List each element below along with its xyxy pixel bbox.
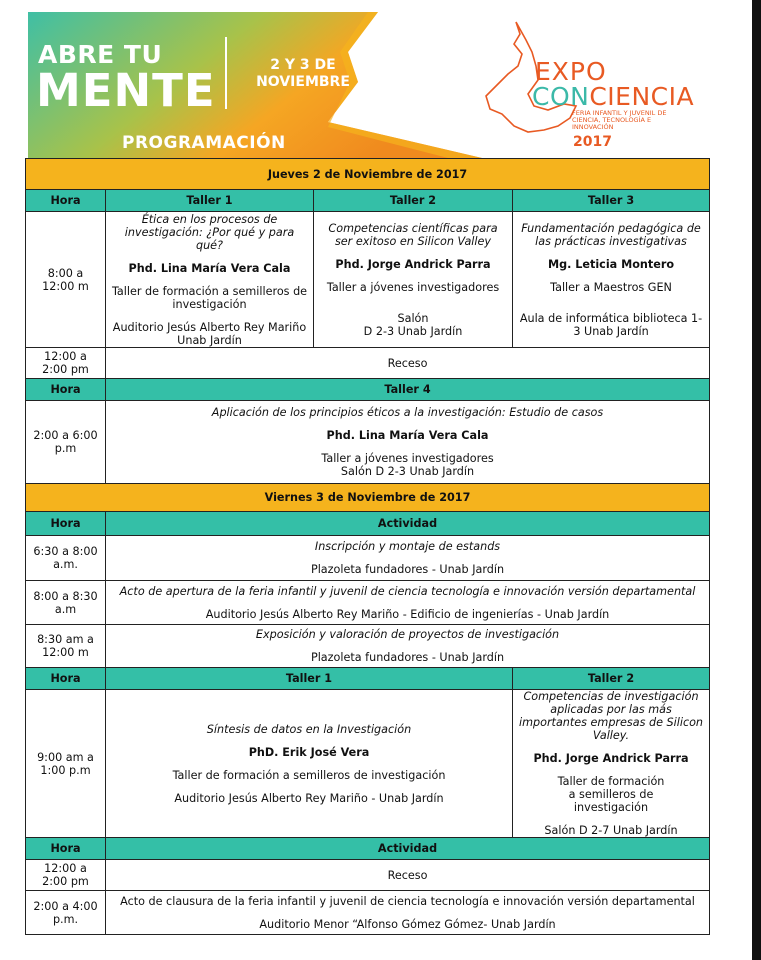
taller-speaker: Phd. Jorge Andrick Parra xyxy=(335,257,491,271)
day1-title: Jueves 2 de Noviembre de 2017 xyxy=(26,159,710,190)
taller-place-detail: D 2-3 Unab Jardín xyxy=(363,324,463,338)
logo-conciencia xyxy=(532,82,694,111)
banner-programacion: PROGRAMACIÓN xyxy=(122,133,286,153)
taller-place: Salón D 2-3 Unab Jardín xyxy=(340,465,475,478)
activity-title: Inscripción y montaje de estands xyxy=(314,540,501,553)
logo-con: CON xyxy=(532,82,590,111)
activity-row xyxy=(26,536,710,581)
activity-title: Acto de apertura de la feria infantil y juvenil de ciencia tecnología e innovación versión departamental xyxy=(119,584,696,598)
taller-title: Competencias científicas para ser exitoso en Silicon Valley xyxy=(328,221,498,248)
activity-detail xyxy=(106,536,710,581)
header-taller2: Taller 2 xyxy=(314,190,513,212)
session1-taller1 xyxy=(106,212,314,348)
header-hora: Hora xyxy=(26,190,106,212)
banner-line1: ABRE TU xyxy=(38,40,163,69)
day2-header-row xyxy=(26,512,710,536)
activity-time: 6:30 a 8:00 a.m. xyxy=(26,536,106,581)
logo-expo: EXPO xyxy=(535,57,607,86)
header-banner xyxy=(28,12,482,158)
activity-row xyxy=(26,625,710,668)
taller-speaker: Mg. Leticia Montero xyxy=(548,257,675,271)
header-hora: Hora xyxy=(26,512,106,536)
session1-taller2 xyxy=(314,212,513,348)
taller-speaker: Phd. Jorge Andrick Parra xyxy=(533,752,689,765)
header-taller2: Taller 2 xyxy=(513,668,710,690)
break-time: 12:00 a 2:00 pm xyxy=(26,860,106,891)
banner-dates: 2 Y 3 DE NOVIEMBRE xyxy=(256,57,350,90)
activity-place: Plazoleta fundadores - Unab Jardín xyxy=(310,563,505,576)
taller-title: Aplicación de los principios éticos a la investigación: Estudio de casos xyxy=(211,406,604,419)
header-taller1: Taller 1 xyxy=(106,668,513,690)
taller-title: Ética en los procesos de investigación: ¿Por qué y para qué? xyxy=(124,212,295,252)
taller-place: Auditorio Jesús Alberto Rey Mariño - Unab Jardín xyxy=(174,791,444,805)
taller-audience: Taller de formación a semilleros de investigación xyxy=(111,284,308,311)
taller4-detail xyxy=(106,401,710,484)
day2-title: Viernes 3 de Noviembre de 2017 xyxy=(26,484,710,512)
taller-place: Salón xyxy=(397,311,429,325)
day2-title-row xyxy=(26,484,710,512)
logo-subtitle: FERIA INFANTIL Y JUVENIL DE CIENCIA, TECNOLOGÍA E INNOVACIÓN xyxy=(572,109,667,131)
logo-year: 2017 xyxy=(573,134,612,150)
day2-talleres-row xyxy=(26,690,710,838)
closing-row xyxy=(26,891,710,935)
taller4-time: 2:00 a 6:00 p.m xyxy=(26,401,106,484)
day1-taller4-header-row xyxy=(26,379,710,401)
day2-taller1 xyxy=(106,690,513,838)
header-hora: Hora xyxy=(26,838,106,860)
closing-place: Auditorio Menor “Alfonso Gómez Gómez- Unab Jardín xyxy=(259,917,556,931)
header-taller4: Taller 4 xyxy=(106,379,710,401)
day2-header2-row xyxy=(26,838,710,860)
day2-taller2 xyxy=(513,690,710,838)
day1-break-row xyxy=(26,348,710,379)
taller-speaker: Phd. Lina María Vera Cala xyxy=(128,261,291,275)
activity-time: 8:30 am a 12:00 m xyxy=(26,625,106,668)
taller-place: Auditorio Jesús Alberto Rey Mariño Unab Jardín xyxy=(112,320,307,347)
right-edge-border xyxy=(752,0,761,960)
header-hora: Hora xyxy=(26,379,106,401)
day1-session1-row xyxy=(26,212,710,348)
schedule-table xyxy=(25,158,710,935)
closing-time: 2:00 a 4:00 p.m. xyxy=(26,891,106,935)
header-actividad: Actividad xyxy=(106,512,710,536)
activity-time: 8:00 a 8:30 a.m xyxy=(26,581,106,625)
taller-audience: Taller de formación a semilleros de investigación xyxy=(172,768,446,782)
taller-title: Síntesis de datos en la Investigación xyxy=(206,722,412,736)
day1-taller4-row xyxy=(26,401,710,484)
taller-title: Fundamentación pedagógica de las prácticas investigativas xyxy=(521,221,701,248)
header-hora: Hora xyxy=(26,668,106,690)
logo-ciencia: CIENCIA xyxy=(589,82,695,111)
banner-line2: MENTE xyxy=(36,64,216,117)
taller-audience: Taller de formación a semilleros de investigación xyxy=(557,775,665,814)
banner-divider xyxy=(225,37,227,109)
taller-audience: Taller a Maestros GEN xyxy=(550,280,672,294)
activity-detail xyxy=(106,581,710,625)
activity-row xyxy=(26,581,710,625)
day1-title-row xyxy=(26,159,710,190)
taller-place: Salón D 2-7 Unab Jardín xyxy=(544,824,678,837)
day2-break-row xyxy=(26,860,710,891)
taller-title: Competencias de investigación aplicadas por las más importantes empresas de Silicon Valley. xyxy=(519,690,704,742)
closing-detail xyxy=(106,891,710,935)
header-actividad: Actividad xyxy=(106,838,710,860)
activity-place: Plazoleta fundadores - Unab Jardín xyxy=(310,651,505,664)
activity-place: Auditorio Jesús Alberto Rey Mariño - Edificio de ingenierías - Unab Jardín xyxy=(205,607,610,621)
taller-audience: Taller a jóvenes investigadores xyxy=(321,452,494,465)
activity-title: Exposición y valoración de proyectos de investigación xyxy=(255,628,560,641)
day1-header-row xyxy=(26,190,710,212)
break-label: Receso xyxy=(106,860,710,891)
talleres-time: 9:00 am a 1:00 p.m xyxy=(26,690,106,838)
header-taller1: Taller 1 xyxy=(106,190,314,212)
activity-detail xyxy=(106,625,710,668)
session1-time: 8:00 a 12:00 m xyxy=(26,212,106,348)
taller-place: Aula de informática biblioteca 1-3 Unab Jardín xyxy=(519,311,703,338)
header-taller3: Taller 3 xyxy=(513,190,710,212)
closing-title: Acto de clausura de la feria infantil y juvenil de ciencia tecnología e innovación versión departamental xyxy=(120,894,695,908)
day2-talleres-header-row xyxy=(26,668,710,690)
break-time: 12:00 a 2:00 pm xyxy=(26,348,106,379)
taller-speaker: PhD. Erik José Vera xyxy=(248,745,370,759)
taller-speaker: Phd. Lina María Vera Cala xyxy=(326,429,489,442)
taller-audience: Taller a jóvenes investigadores xyxy=(326,280,500,294)
break-label: Receso xyxy=(106,348,710,379)
session1-taller3 xyxy=(513,212,710,348)
